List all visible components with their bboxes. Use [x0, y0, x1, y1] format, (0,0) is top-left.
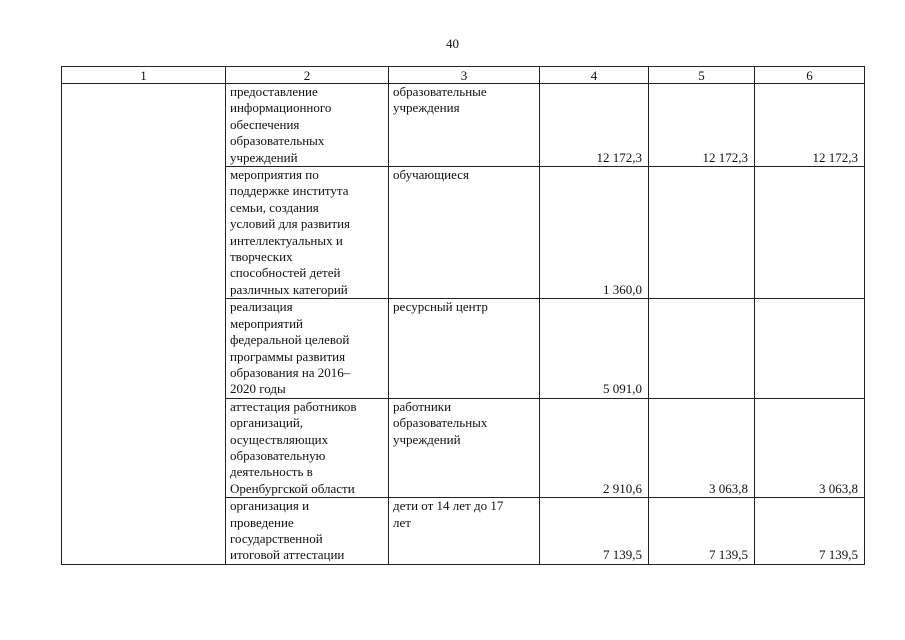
recipient-line: учреждения	[393, 100, 460, 116]
activity-line: программы развития	[230, 348, 346, 364]
table-row	[62, 498, 865, 565]
table-row	[62, 299, 865, 398]
cell-activity	[226, 167, 389, 299]
cell-amount-col5: 3 063,8	[649, 398, 755, 497]
activity-line: аттестация работников	[230, 398, 357, 414]
activity-line: итоговой аттестации	[230, 547, 345, 563]
activity-line: предоставление	[230, 84, 318, 99]
cell-activity	[226, 299, 389, 398]
activity-line: образовательную	[230, 447, 326, 463]
header-col-4: 4	[540, 67, 649, 84]
activity-line: организаций,	[230, 415, 304, 431]
cell-recipient	[389, 498, 540, 565]
recipient-line: образовательные	[393, 84, 487, 99]
activity-line: Оренбургской области	[230, 480, 355, 496]
header-col-5: 5	[649, 67, 755, 84]
activity-line: мероприятия по	[230, 167, 319, 183]
activity-line: мероприятий	[230, 315, 303, 331]
cell-amount-col5	[649, 167, 755, 299]
activity-line: федеральной целевой	[230, 332, 350, 348]
activity-line: 2020 годы	[230, 381, 286, 397]
activity-line: реализация	[230, 299, 293, 315]
cell-activity	[226, 398, 389, 497]
cell-col-1	[62, 84, 226, 167]
header-col-6: 6	[755, 67, 865, 84]
recipient-line: дети от 14 лет до 17	[393, 498, 504, 514]
activity-line: учреждений	[230, 149, 298, 165]
activity-line: творческих	[230, 249, 293, 265]
budget-table	[61, 66, 865, 565]
cell-amount-col4: 1 360,0	[540, 167, 649, 299]
cell-recipient	[389, 167, 540, 299]
cell-amount-col6	[755, 167, 865, 299]
table-row	[62, 167, 865, 299]
cell-amount-col5: 12 172,3	[649, 84, 755, 167]
recipient-line: лет	[393, 514, 411, 530]
recipient-line: образовательных	[393, 415, 488, 431]
recipient-line: ресурсный центр	[393, 299, 488, 315]
activity-line: образования на 2016–	[230, 364, 351, 380]
activity-line: осуществляющих	[230, 431, 329, 447]
activity-line: условий для развития	[230, 216, 351, 232]
cell-recipient	[389, 84, 540, 167]
cell-amount-col4: 7 139,5	[540, 498, 649, 565]
activity-line: интеллектуальных и	[230, 232, 343, 248]
cell-amount-col4: 2 910,6	[540, 398, 649, 497]
cell-col-1	[62, 167, 226, 299]
activity-line: способностей детей	[230, 265, 341, 281]
activity-line: образовательных	[230, 133, 325, 149]
cell-amount-col4: 5 091,0	[540, 299, 649, 398]
recipient-line: работники	[393, 398, 452, 414]
cell-amount-col6	[755, 299, 865, 398]
cell-activity	[226, 498, 389, 565]
cell-recipient	[389, 299, 540, 398]
activity-line: поддержке института	[230, 183, 349, 199]
recipient-line: учреждений	[393, 431, 461, 447]
activity-line: обеспечения	[230, 116, 300, 132]
cell-col-1	[62, 398, 226, 497]
page-number: 40	[446, 36, 459, 51]
activity-line: информационного	[230, 100, 332, 116]
cell-col-1	[62, 299, 226, 398]
table-body	[62, 84, 865, 565]
cell-amount-col4: 12 172,3	[540, 84, 649, 167]
activity-line: семьи, создания	[230, 199, 319, 215]
table-row	[62, 398, 865, 497]
activity-line: проведение	[230, 514, 294, 530]
activity-line: различных категорий	[230, 281, 348, 297]
cell-activity	[226, 84, 389, 167]
activity-line: деятельность в	[230, 464, 313, 480]
cell-amount-col5: 7 139,5	[649, 498, 755, 565]
cell-amount-col6: 12 172,3	[755, 84, 865, 167]
recipient-line: обучающиеся	[393, 167, 469, 183]
table-row	[62, 84, 865, 167]
activity-line: государственной	[230, 530, 323, 546]
header-col-1: 1	[62, 67, 226, 84]
header-row	[62, 67, 865, 84]
cell-col-1	[62, 498, 226, 565]
activity-line: организация и	[230, 498, 310, 514]
header-col-2: 2	[226, 67, 389, 84]
cell-amount-col6: 7 139,5	[755, 498, 865, 565]
cell-recipient	[389, 398, 540, 497]
cell-amount-col6: 3 063,8	[755, 398, 865, 497]
header-col-3: 3	[389, 67, 540, 84]
cell-amount-col5	[649, 299, 755, 398]
